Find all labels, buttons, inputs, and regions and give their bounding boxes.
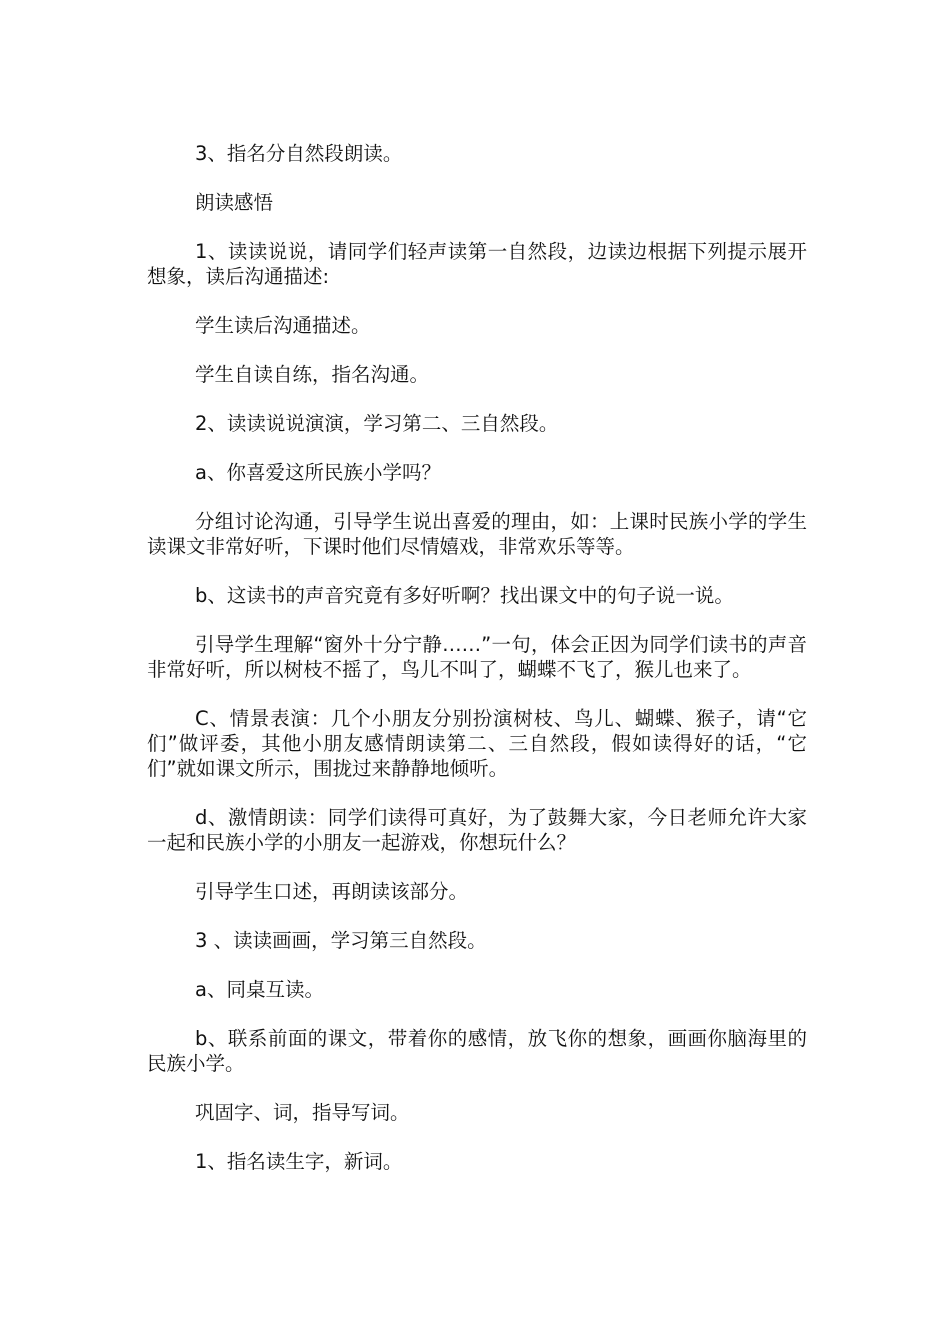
- paragraph-students-describe: 学生读后沟通描述。: [195, 314, 371, 337]
- paragraph-draw-school: b、联系前面的课文，带着你的感情，放飞你的想象，画画你脑海里的民族小学。: [147, 1027, 807, 1075]
- paragraph-self-practice: 学生自读自练，指名沟通。: [195, 363, 430, 386]
- heading-reading-comprehension: 朗读感悟: [195, 191, 274, 214]
- paragraph-read-and-say: 1、读读说说，请同学们轻声读第一自然段，边读边根据下列提示展开想象，读后沟通描述:: [147, 240, 807, 288]
- paragraph-oral-retelling: 引导学生口述，再朗读该部分。: [195, 880, 469, 903]
- paragraph-question-b: b、这读书的声音究竟有多好听啊？找出课文中的句子说一说。: [195, 584, 734, 607]
- paragraph-read-and-draw: 3 、读读画画，学习第三自然段。: [195, 929, 487, 952]
- paragraph-consolidate-words: 巩固字、词，指导写词。: [195, 1101, 410, 1124]
- paragraph-guide-understanding: 引导学生理解“窗外十分宁静……”一句，体会正因为同学们读书的声音非常好听，所以树枝不摇了，鸟儿不叫了，蝴蝶不飞了，猴儿也来了。: [147, 633, 807, 681]
- document-body: [147, 141, 807, 1198]
- paragraph-passionate-reading: d、激情朗读：同学们读得可真好，为了鼓舞大家，今日老师允许大家一起和民族小学的小朋友一起游戏，你想玩什么？: [147, 806, 807, 854]
- paragraph-group-discussion: 分组讨论沟通，引导学生说出喜爱的理由，如：上课时民族小学的学生读课文非常好听，下课时他们尽情嬉戏，非常欢乐等等。: [147, 510, 807, 558]
- paragraph-question-a: a、你喜爱这所民族小学吗？: [195, 461, 441, 484]
- paragraph-reading-by-section: 3、指名分自然段朗读。: [195, 142, 403, 165]
- paragraph-read-new-words: 1、指名读生字，新词。: [195, 1150, 403, 1173]
- paragraph-desk-mate-reading: a、同桌互读。: [195, 978, 324, 1001]
- paragraph-read-say-act: 2、读读说说演演，学习第二、三自然段。: [195, 412, 559, 435]
- paragraph-scene-performance: C、情景表演：几个小朋友分别扮演树枝、鸟儿、蝴蝶、猴子，请“它们”做评委，其他小朋友感情朗读第二、三自然段，假如读得好的话，“它们”就如课文所示，围拢过来静静地倾听。: [147, 707, 807, 780]
